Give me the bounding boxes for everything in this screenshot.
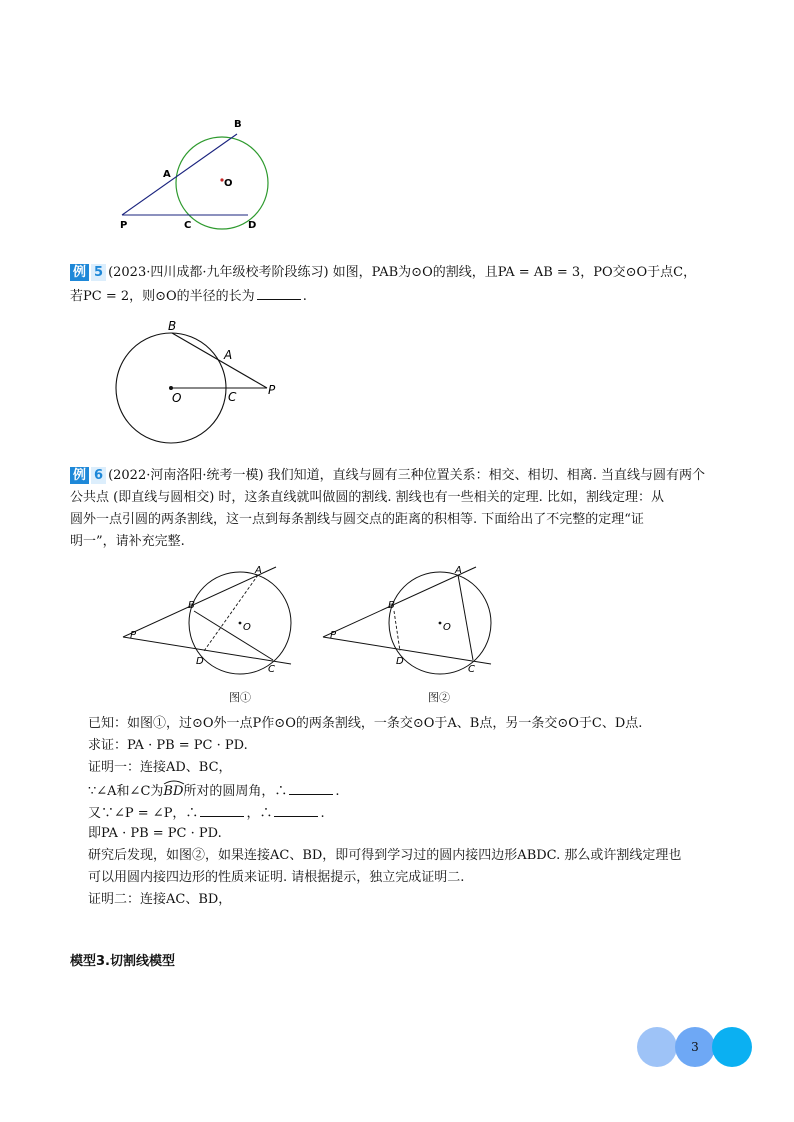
example5-line1 bbox=[70, 263, 696, 283]
label-p: P bbox=[330, 630, 337, 641]
proof1-line1 bbox=[88, 780, 340, 802]
proof1-text-f: . bbox=[320, 806, 325, 821]
label-b: B bbox=[388, 600, 395, 611]
label-a: A bbox=[455, 565, 462, 576]
label-b: B bbox=[188, 600, 195, 611]
label-d: D bbox=[196, 656, 204, 667]
label-a: A bbox=[224, 348, 233, 362]
example5-text2: 若PC = 2，则⊙O的半径的长为 bbox=[70, 289, 255, 304]
example6-line2: 公共点 (即直线与圆相交) 时，这条直线就叫做圆的割线. 割线也有一些相关的定理. 比如，割线定理：从 bbox=[70, 490, 664, 505]
secant-pb bbox=[122, 134, 237, 215]
label-p: P bbox=[130, 630, 137, 641]
figure-1 bbox=[118, 563, 298, 678]
label-b: B bbox=[168, 319, 177, 333]
figure-example5 bbox=[110, 314, 290, 446]
arc-mark-icon bbox=[163, 779, 185, 785]
label-p: P bbox=[120, 220, 128, 231]
dashed-ad bbox=[204, 575, 258, 651]
center-dot bbox=[169, 386, 173, 390]
label-o: O bbox=[224, 178, 233, 189]
secant-pa bbox=[123, 567, 276, 637]
example-number: 5 bbox=[91, 264, 106, 281]
research-line2: 可以用圆内接四边形的性质来证明. 请根据提示，独立完成证明二. bbox=[88, 870, 465, 885]
prove-statement: 求证：PA · PB = PC · PD. bbox=[88, 738, 248, 753]
figure-1-caption: 图① bbox=[229, 691, 251, 704]
dashed-bd bbox=[394, 611, 400, 651]
proof1-text-e: ，∴ bbox=[246, 806, 273, 821]
proof2-title: 证明二：连接AC、BD， bbox=[88, 892, 232, 907]
figure-2 bbox=[318, 563, 498, 678]
center-dot bbox=[239, 622, 242, 625]
label-o: O bbox=[243, 622, 251, 633]
answer-blank-2[interactable] bbox=[200, 802, 244, 817]
page-badge-right bbox=[712, 1027, 752, 1067]
label-d: D bbox=[248, 220, 257, 231]
answer-blank[interactable] bbox=[257, 285, 301, 300]
example6-line4: 明一”，请补充完整. bbox=[70, 534, 185, 549]
example-number: 6 bbox=[91, 467, 106, 484]
answer-blank-3[interactable] bbox=[274, 802, 318, 817]
segment-bc bbox=[194, 611, 273, 660]
figure-secant-top bbox=[110, 112, 290, 237]
center-dot bbox=[439, 622, 442, 625]
label-a: A bbox=[255, 565, 262, 576]
secant-pab bbox=[172, 333, 267, 388]
answer-blank-1[interactable] bbox=[289, 780, 333, 795]
proof1-line3: 即PA · PB = PC · PD. bbox=[88, 826, 222, 841]
example-tag: 例 bbox=[70, 264, 89, 281]
example5-text2-end: . bbox=[302, 289, 307, 304]
label-c: C bbox=[268, 664, 275, 675]
research-line1: 研究后发现，如图②，如果连接AC、BD，即可得到学习过的圆内接四边形ABDC. 那么或许割线定理也 bbox=[88, 848, 682, 863]
secant-pa bbox=[323, 567, 476, 637]
page-number: 3 bbox=[691, 1040, 699, 1054]
proof1-text-d: 又∵∠P = ∠P，∴ bbox=[88, 806, 199, 821]
known-statement: 已知：如图①，过⊙O外一点P作⊙O的两条割线，一条交⊙O于A、B点，另一条交⊙O于C、D点. bbox=[88, 716, 643, 731]
label-o: O bbox=[443, 622, 451, 633]
section-heading: 模型3.切割线模型 bbox=[70, 954, 175, 969]
label-c: C bbox=[184, 220, 192, 231]
example6-line3: 圆外一点引圆的两条割线，这一点到每条割线与圆交点的距离的积相等. 下面给出了不完整的定理“证 bbox=[70, 512, 644, 527]
label-c: C bbox=[468, 664, 475, 675]
arc-bd-label: BD bbox=[163, 784, 184, 799]
arc-bd bbox=[163, 782, 183, 802]
segment-ac bbox=[458, 575, 473, 660]
label-c: C bbox=[228, 390, 237, 404]
example6-text1: (2022·河南洛阳·统考一模) 我们知道，直线与圆有三种位置关系：相交、相切、相离. 当直线与圆有两个 bbox=[108, 468, 705, 483]
figure-2-caption: 图② bbox=[428, 691, 450, 704]
proof1-line2 bbox=[88, 802, 325, 824]
proof1-text-b: 所对的圆周角，∴ bbox=[183, 784, 288, 799]
example-tag: 例 bbox=[70, 467, 89, 484]
example6-line1 bbox=[70, 466, 705, 486]
secant-pc bbox=[123, 637, 291, 664]
label-a: A bbox=[163, 169, 171, 180]
label-b: B bbox=[234, 119, 242, 130]
example5-line2 bbox=[70, 285, 307, 307]
example5-text1: (2023·四川成都·九年级校考阶段练习) 如图，PAB为⊙O的割线，且PA = AB = 3，PO交⊙O于点C， bbox=[108, 265, 697, 280]
label-o: O bbox=[172, 391, 182, 405]
proof1-title: 证明一：连接AD、BC， bbox=[88, 760, 232, 775]
proof1-text-a: ∵∠A和∠C为 bbox=[88, 784, 164, 799]
proof1-text-c: . bbox=[335, 784, 340, 799]
label-d: D bbox=[396, 656, 404, 667]
secant-pc bbox=[323, 637, 491, 664]
page-badge-left bbox=[637, 1027, 677, 1067]
label-p: P bbox=[268, 383, 276, 397]
